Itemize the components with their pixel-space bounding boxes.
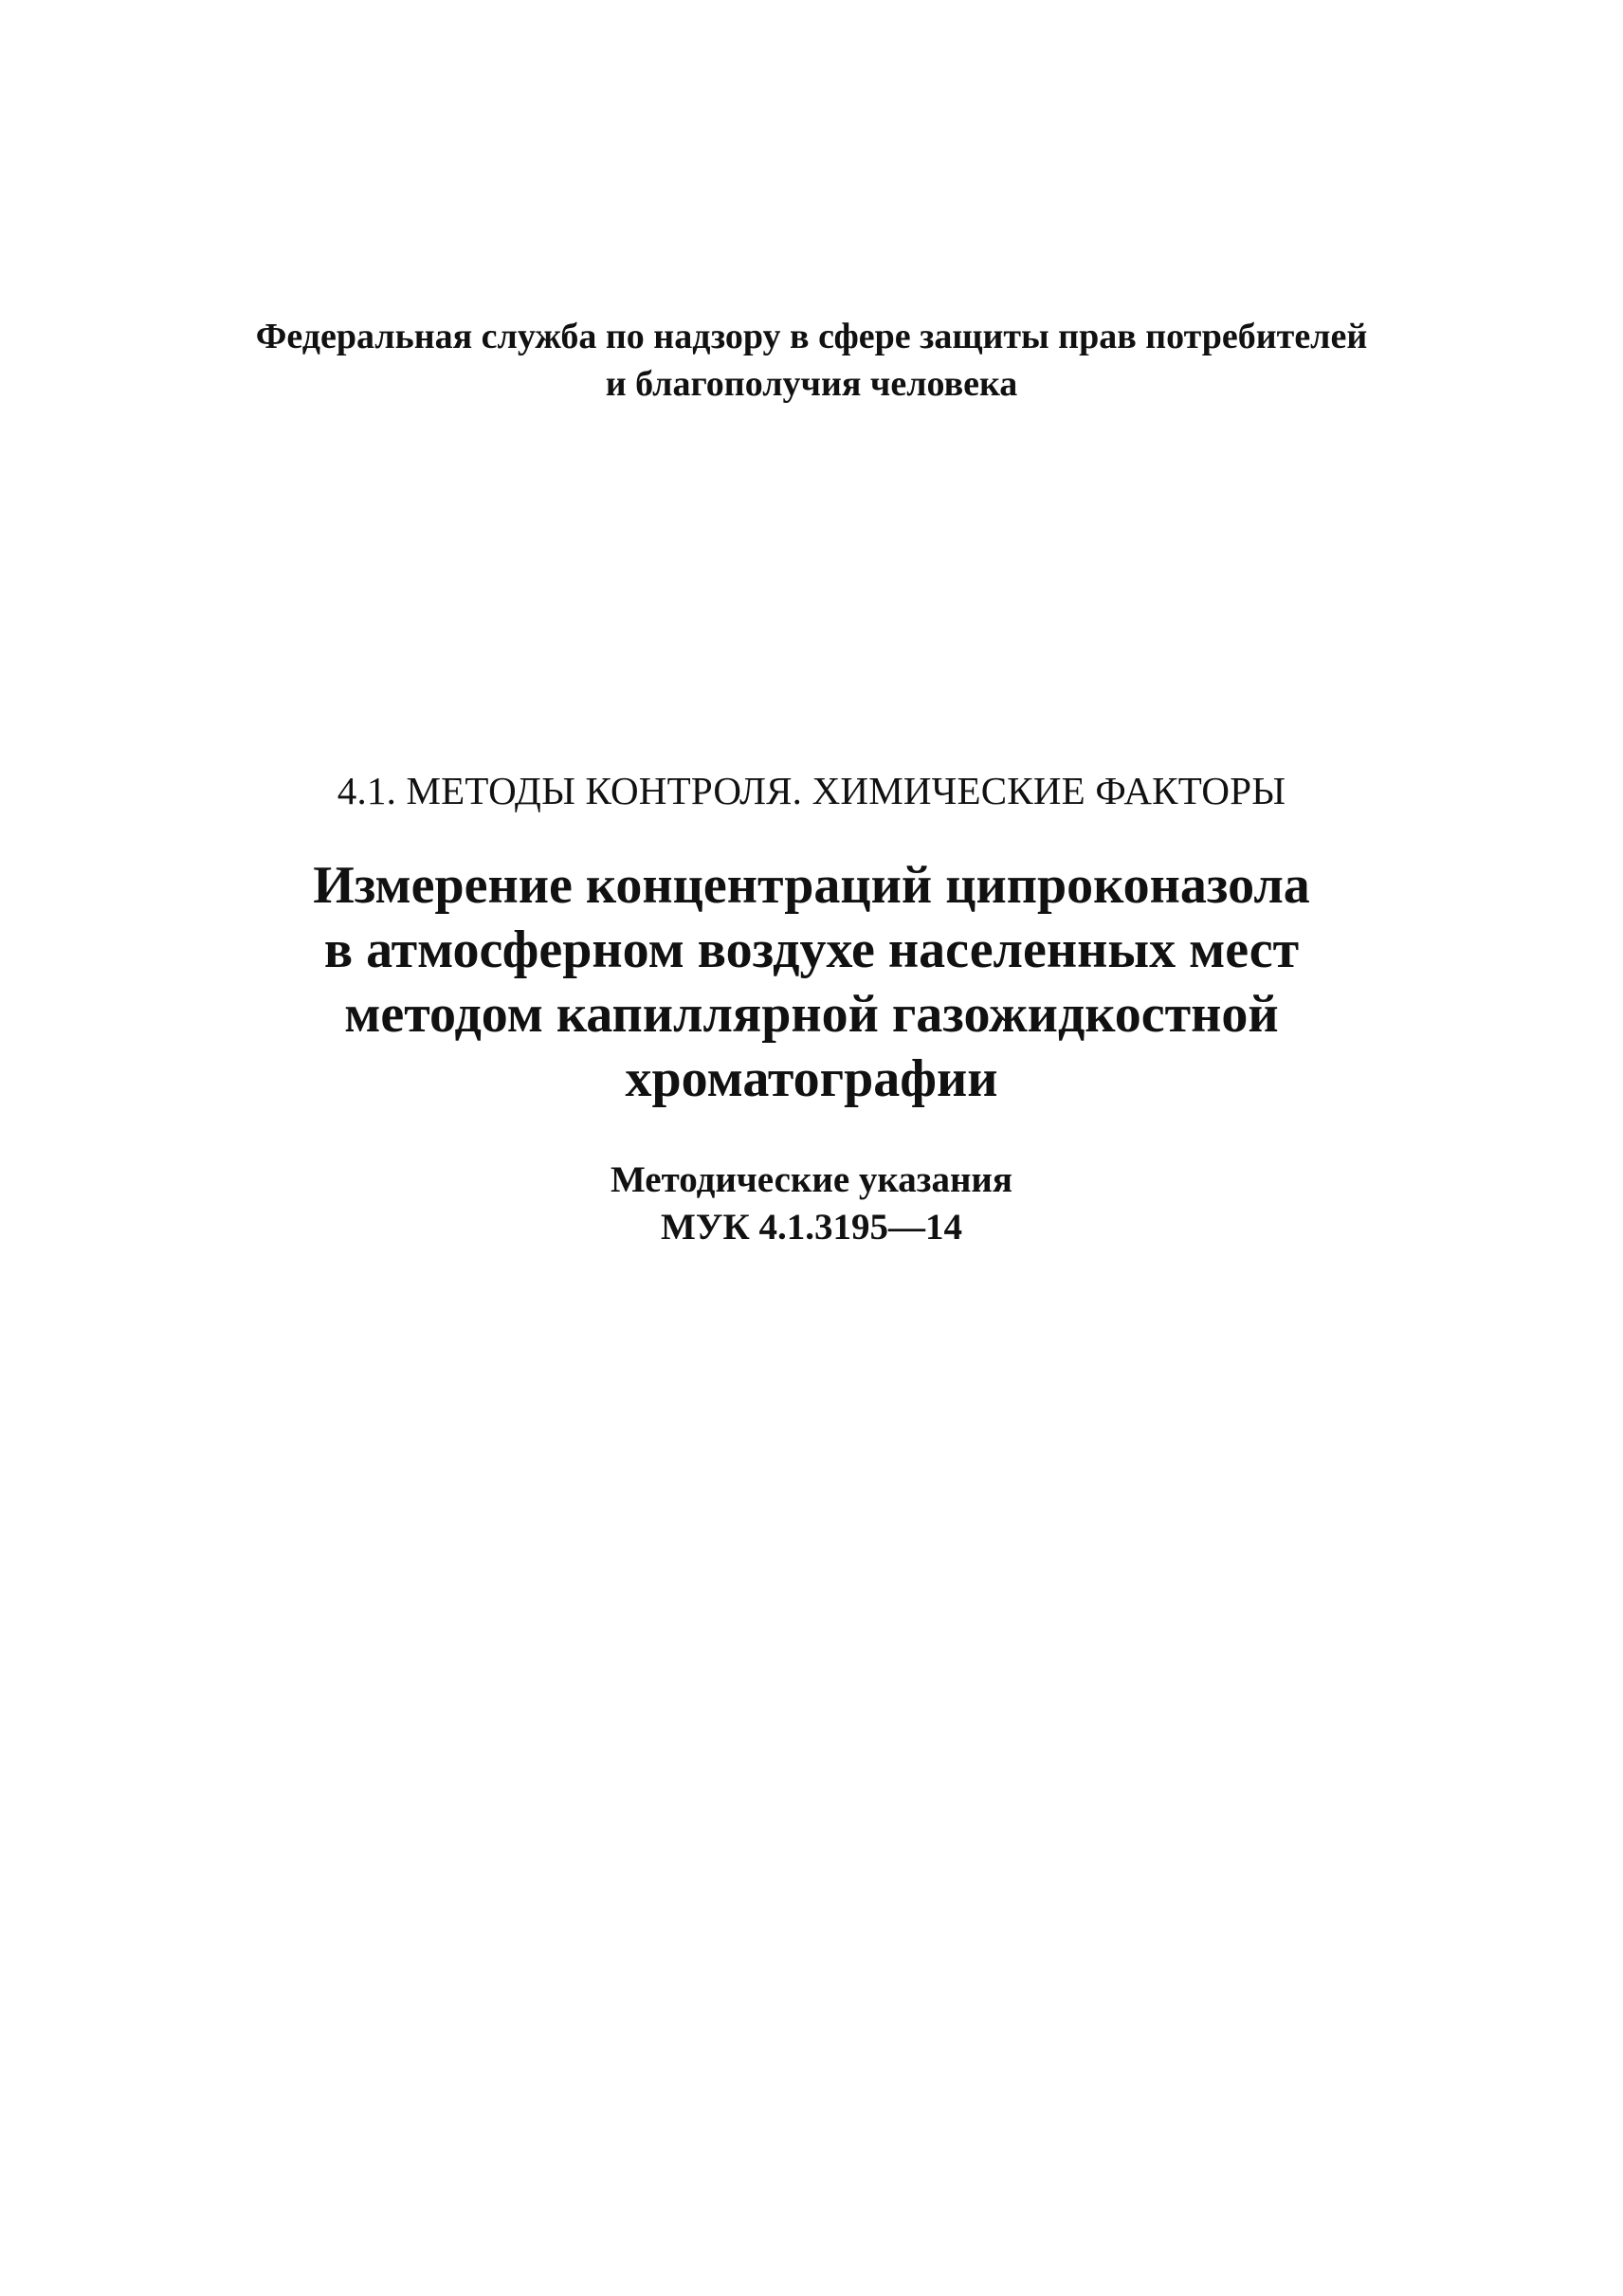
agency-name-line-2: и благополучия человека [605,364,1018,404]
document-title-line-4: хроматографии [625,1049,998,1108]
document-title-line-2: в атмосферном воздухе населенных мест [323,920,1300,979]
document-title [0,853,1623,1111]
document-type-label: Методические указания [610,1159,1012,1200]
document-title-line-1: Измерение концентраций ципроконазола [313,856,1310,915]
document-title-line-3: методом капиллярной газожидкостной [344,985,1279,1044]
section-heading: 4.1. МЕТОДЫ КОНТРОЛЯ. ХИМИЧЕСКИЕ ФАКТОРЫ [337,769,1286,812]
agency-name-line-1: Федеральная служба по надзору в сфере защиты прав потребителей [255,317,1368,356]
document-type [0,1157,1623,1251]
document-code: МУК 4.1.3195—14 [661,1207,962,1248]
agency-name [0,313,1623,408]
